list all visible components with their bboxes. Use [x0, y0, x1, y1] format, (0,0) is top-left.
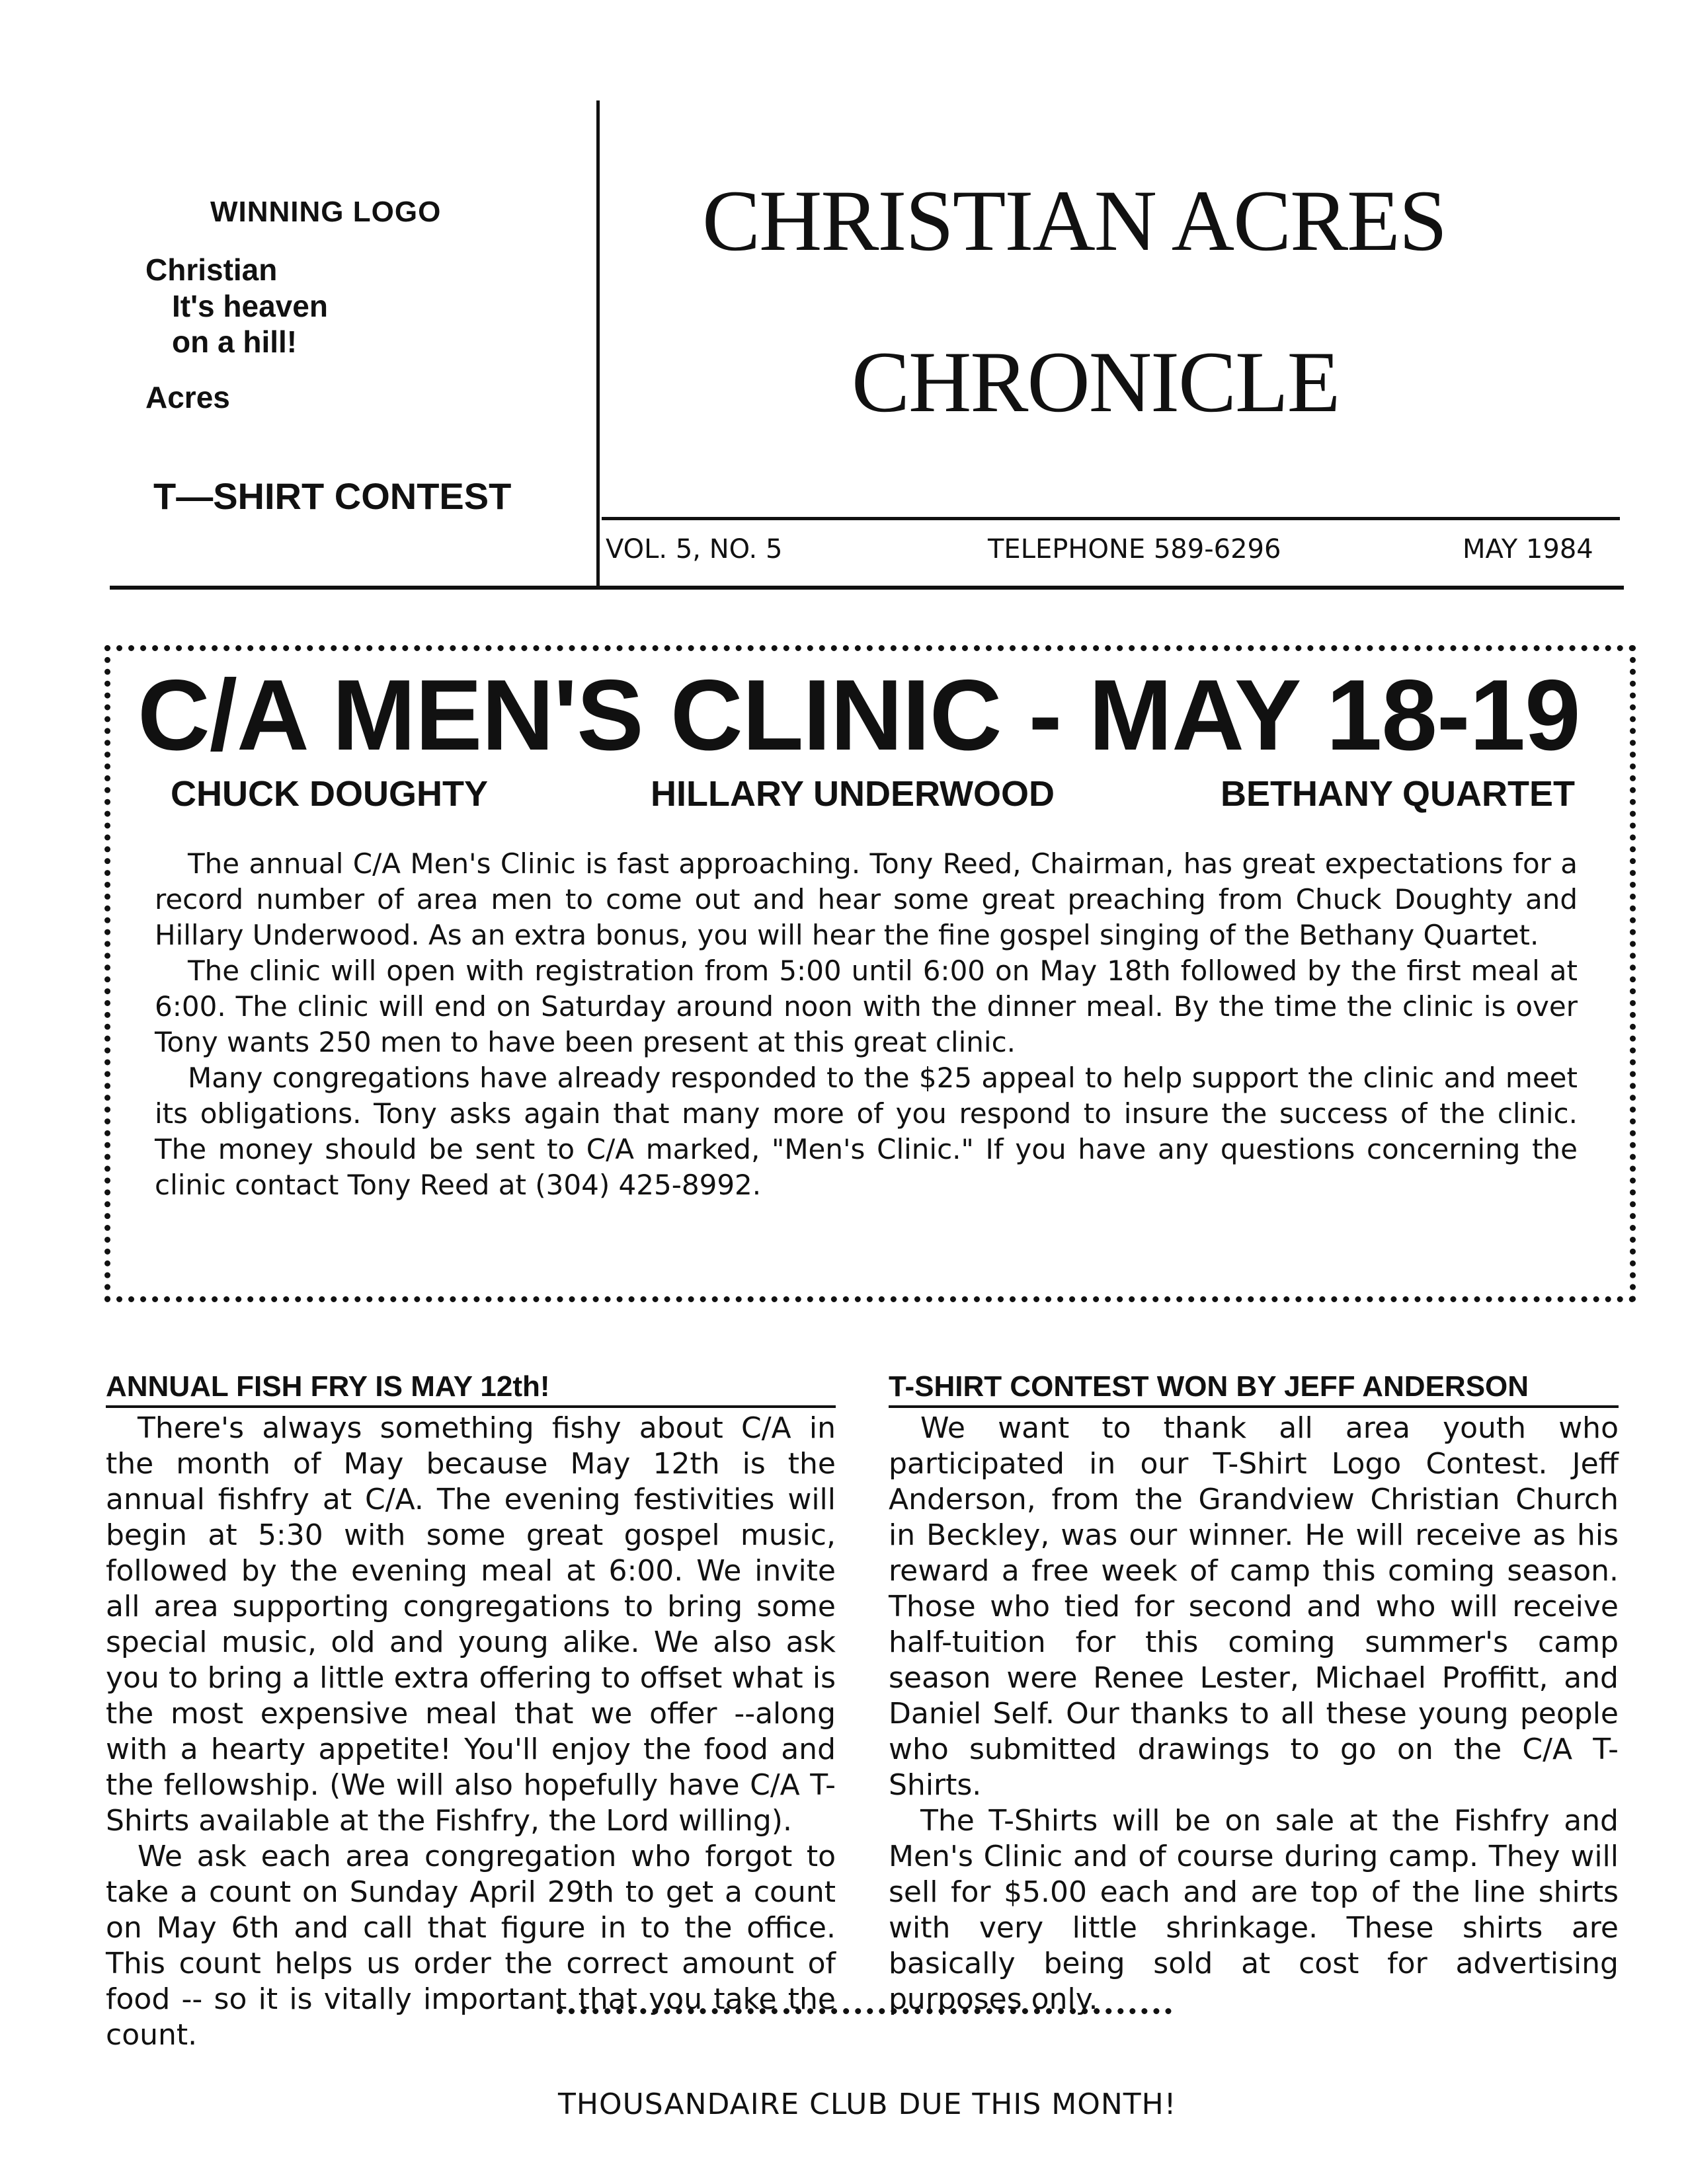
logo-tagline-2: on a hill! [172, 325, 298, 359]
winning-logo [145, 242, 328, 415]
clinic-article [155, 846, 1578, 1203]
speaker-hillary-underwood: HILLARY UNDERWOOD [651, 774, 1055, 814]
clinic-paragraph: Many congregations have already responded to the $25 appeal to help support the clinic and meet its obligations. Tony asks again that many more of you respond to insure the success of the clinic. The money should be sent to C/A marked, "Men's Clinic." If you have any questions concerning the clinic contact Tony Reed at (304) 425-8992. [155, 1062, 1578, 1201]
speaker-bethany-quartet: BETHANY QUARTET [1221, 774, 1576, 814]
fishfry-article [106, 1368, 836, 2053]
tshirt-article [889, 1368, 1619, 2017]
newsletter-title: CHRISTIAN ACRES [702, 172, 1447, 269]
ornamental-divider [557, 2008, 1172, 2021]
clinic-paragraph: The clinic will open with registration from 5:00 until 6:00 on May 18th followed by the first meal at 6:00. The clinic will end on Saturday around noon with the dinner meal. By the time the clinic is over Tony wants 250 men to have been present at this great clinic. [155, 955, 1578, 1058]
masthead-vertical-rule [596, 100, 600, 590]
clinic-paragraph: The annual C/A Men's Clinic is fast approaching. Tony Reed, Chairman, has great expectations for a record number of area men to come out and hear some great preaching from Chuck Doughty and Hillary Underwood. As an extra bonus, you will hear the fine gospel singing of the Bethany Quartet. [155, 847, 1578, 951]
logo-line-christian [145, 242, 328, 288]
fishfry-paragraph: There's always something fishy about C/A in the month of May because May 12th is the annual fishfry at C/A. The evening festivities will begin at 5:30 with some great gospel music, followed by the evening meal at 6:00. We invite all area supporting congregations to bring some special music, old and young alike. We also ask you to bring a little extra offering to offset what is the most expensive meal that we offer --along with a hearty appetite! You'll enjoy the food and the fellowship. (We will also hopefully have C/A T-Shirts available at the Fishfry, the Lord willing). [106, 1411, 836, 1838]
clinic-headline: C/A MEN'S CLINIC - MAY 18-19 [138, 659, 1580, 771]
issue-date: MAY 1984 [1463, 534, 1593, 565]
logo-tagline-1: It's heaven [172, 289, 328, 323]
volume-number: VOL. 5, NO. 5 [606, 534, 783, 565]
tshirt-paragraph: We want to thank all area youth who participated in our T-Shirt Logo Contest. Jeff Anderson, from the Grandview Christian Church in Beckley, was our winner. He will receive as his reward a free week of camp this coming season. Those who tied for second and who will receive half-tuition for this coming summer's camp season were Renee Lester, Michael Proffitt, and Daniel Self. Our thanks to all these young people who submitted drawings to go on the C/A T-Shirts. [889, 1411, 1619, 1802]
tshirt-contest-label: T—SHIRT CONTEST [153, 475, 512, 517]
fishfry-paragraph: We ask each area congregation who forgot to take a count on Sunday April 29th to get a count on May 6th and call that figure in to the office. This count helps us order the correct amount of food -- so it is vitally important that you take the count. [106, 1840, 836, 2052]
logo-word-christian: Christian [145, 253, 278, 287]
winning-logo-label: WINNING LOGO [210, 196, 442, 228]
fishfry-heading: ANNUAL FISH FRY IS MAY 12th! [106, 1368, 836, 1408]
newsletter-subtitle: CHRONICLE [852, 333, 1340, 430]
speaker-chuck-doughty: CHUCK DOUGHTY [171, 774, 488, 814]
masthead-rule-top [602, 517, 1620, 520]
tshirt-heading: T-SHIRT CONTEST WON BY JEFF ANDERSON [889, 1368, 1619, 1408]
logo-word-acres: Acres [145, 380, 230, 414]
tshirt-paragraph: The T-Shirts will be on sale at the Fishfry and Men's Clinic and of course during camp. They will sell for $5.00 each and are top of the line shirts with very little shrinkage. These shirts are basically being sold at cost for advertising purposes only. [889, 1804, 1619, 2016]
masthead-rule-bottom [110, 586, 1624, 590]
telephone: TELEPHONE 589-6296 [988, 534, 1281, 565]
thousandaire-club-notice: THOUSANDAIRE CLUB DUE THIS MONTH! [558, 2087, 1177, 2121]
